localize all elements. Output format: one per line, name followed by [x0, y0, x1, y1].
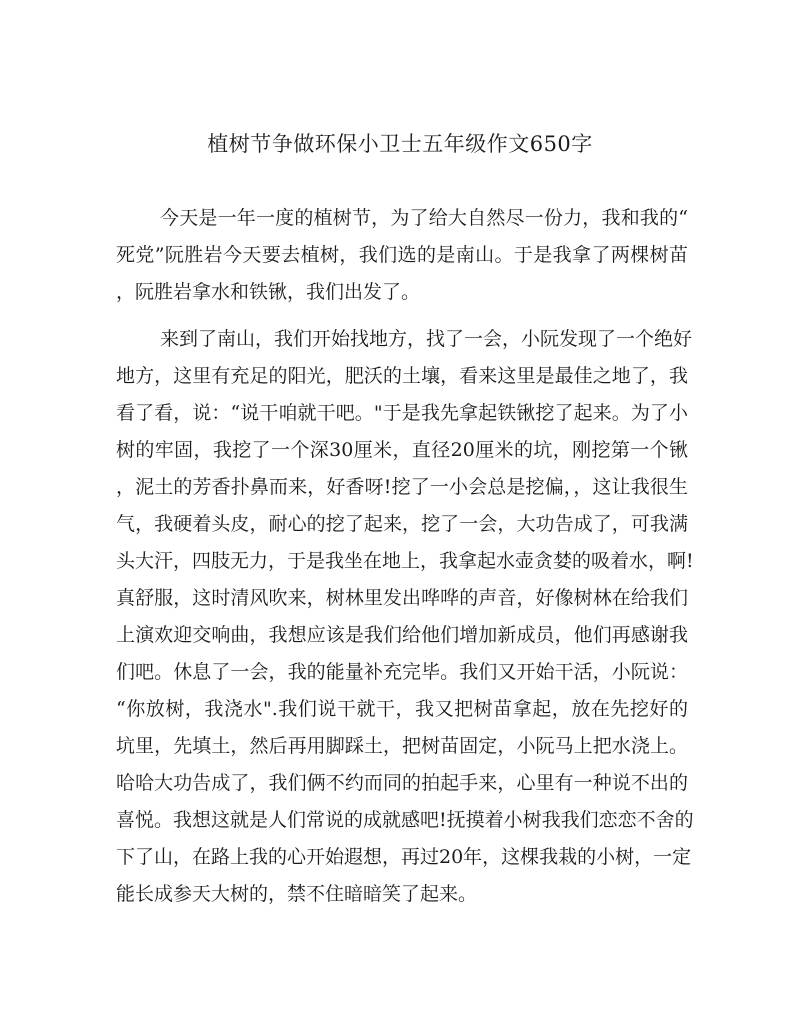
- text-line: 头大汗，四肢无力，于是我坐在地上，我拿起水壶贪婪的吸着水，啊!: [116, 550, 694, 572]
- text-line: 死党”阮胜岩今天要去植树，我们选的是南山。于是我拿了两棵树苗: [116, 244, 688, 266]
- text-line: 上演欢迎交响曲，我想应该是我们给他们增加新成员，他们再感谢我: [116, 624, 688, 646]
- text-line: 哈哈大功告成了，我们俩不约而同的拍起手来，心里有一种说不出的: [116, 772, 688, 794]
- text-line: 们吧。休息了一会，我的能量补充完毕。我们又开始干活，小阮说：: [116, 661, 688, 683]
- document-body: [116, 200, 694, 913]
- text-line: “你放树，我浇水".我们说干就干，我又把树苗拿起，放在先挖好的: [116, 698, 688, 720]
- text-line: 下了山，在路上我的心开始遐想，再过20年，这棵我栽的小树，一定: [116, 846, 692, 868]
- paragraph-2: [116, 321, 694, 913]
- text-line: 能长成参天大树的，禁不住暗暗笑了起来。: [116, 883, 478, 905]
- text-line: 真舒服，这时清风吹来，树林里发出哗哗的声音，好像树林在给我们: [116, 587, 688, 609]
- text-line: 树的牢固，我挖了一个深30厘米，直径20厘米的坑，刚挖第一个锹: [116, 439, 688, 461]
- text-line: ，阮胜岩拿水和铁锹，我们出发了。: [116, 281, 421, 303]
- text-line: 今天是一年一度的植树节，为了给大自然尽一份力，我和我的“: [160, 207, 688, 229]
- text-line: ，泥土的芳香扑鼻而来，好香呀!挖了一小会总是挖偏，，这让我很生: [116, 476, 688, 498]
- text-line: 来到了南山，我们开始找地方，找了一会，小阮发现了一个绝好: [160, 328, 693, 350]
- text-line: 看了看，说：“说干咱就干吧。"于是我先拿起铁锹挖了起来。为了小: [116, 402, 688, 424]
- paragraph-gap: [116, 311, 688, 321]
- document-title: 植树节争做环保小卫士五年级作文650字: [207, 132, 593, 156]
- paragraph-1: [116, 200, 688, 311]
- text-line: 气，我硬着头皮，耐心的挖了起来，挖了一会，大功告成了，可我满: [116, 513, 688, 535]
- text-line: 坑里，先填土，然后再用脚踩土，把树苗固定，小阮马上把水浇上。: [116, 735, 688, 757]
- text-line: 喜悦。我想这就是人们常说的成就感吧!抚摸着小树我我们恋恋不舍的: [116, 809, 694, 831]
- text-line: 地方，这里有充足的阳光，肥沃的土壤，看来这里是最佳之地了，我: [116, 365, 688, 387]
